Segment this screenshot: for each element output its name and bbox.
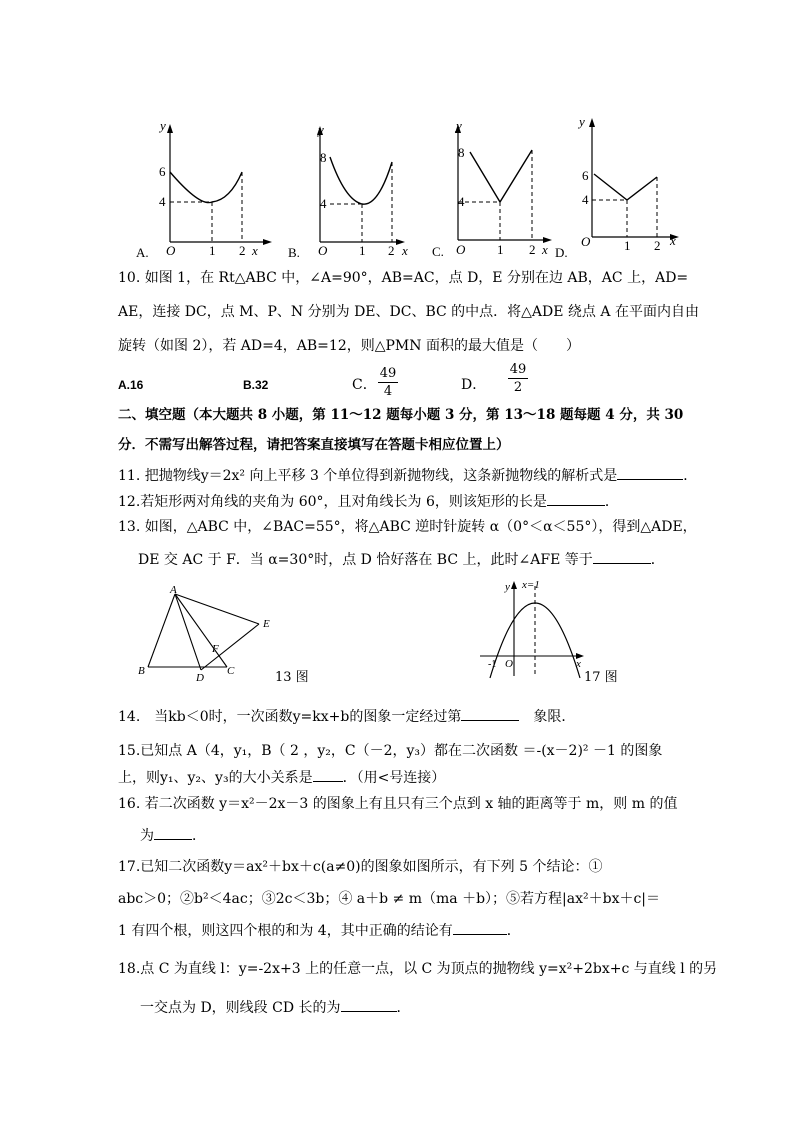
q16-line1: 16. 若二次函数 y＝x²－2x－3 的图象上有且只有三个点到 x 轴的距离等于 m，则 m 的值 [118,796,678,812]
q16-end: ． [192,828,206,844]
graph-a-x-label: x [252,243,258,258]
fig17-origin: O [505,658,513,670]
graph-c-xtick-1: 1 [497,242,504,257]
graph-b [288,122,408,260]
q10-option-b: B.32 [243,378,269,392]
graph-a-xtick-1: 1 [209,243,216,258]
q15-answer-blank[interactable] [313,767,343,782]
q12-end: ． [604,494,619,510]
q10-option-c-den: 4 [383,384,393,399]
q12 [118,491,619,511]
graph-c-y-label: y [456,118,462,133]
fig13-label-b: B [138,665,145,677]
q10-option-c-label: C． [352,377,377,393]
q10-option-c-fraction [378,366,398,399]
fig17-x-label: x [576,658,581,670]
graph-d-ytick-bottom: 4 [582,192,589,207]
q11-text: 11. 把抛物线y＝2x² 向上平移 3 个单位得到新抛物线，这条新抛物线的解析式是 [118,468,618,484]
graph-c-ytick-bottom: 4 [458,194,465,209]
graph-a-letter: A. [136,245,149,260]
graph-b-letter: B. [288,245,300,260]
q13-end: ． [650,552,665,568]
q10-option-d-den: 2 [513,380,523,395]
q18-end: ． [396,1000,411,1016]
graph-d-ytick-top: 6 [582,168,589,183]
graph-c-ytick-top: 8 [458,145,465,160]
q10-line1: 10. 如图 1，在 Rt△ABC 中，∠A=90°，AB=AC，点 D，E 分别在边 AB，AC 上，AD= [118,270,689,286]
q13-line2-text: DE 交 AC 于 F．当 α=30°时，点 D 恰好落在 BC 上，此时∠AFE 等于 [138,552,593,568]
fig17-neg1: -1 [488,659,497,670]
q11-answer-blank[interactable] [617,465,683,480]
q10-option-a: A.16 [118,378,144,392]
graph-c-xtick-2: 2 [529,242,536,257]
fig13-label-f: F [212,643,219,655]
graph-d-xtick-2: 2 [654,238,661,253]
graph-d-y-label: y [579,114,585,129]
q15-line2 [118,767,445,787]
q12-text: 12.若矩形两对角线的夹角为 60°，且对角线长为 6，则该矩形的长是 [118,494,547,510]
graph-b-xtick-1: 1 [359,243,366,258]
q14-text: 14. 当kb＜0时，一次函数y=kx+b的图象一定经过第 [118,709,462,725]
graph-c-x-label: x [542,242,548,257]
q16-line2 [140,825,206,845]
q17-line2: abc＞0；②b²＜4ac；③2c＜3b；④ a＋b ≠ m（ma ＋b）；⑤若方程|ax²＋bx＋c|＝ [118,891,661,907]
q10-line3: 旋转（如图 2），若 AD=4，AB=12，则△PMN 面积的最大值是（ ） [118,338,580,354]
q10-option-c-num: 49 [379,366,397,381]
q10-option-d-fraction [508,362,528,395]
q16-line2-text: 为 [140,828,154,844]
graph-d-origin: O [581,234,591,249]
q15-line2-end: ．（用<号连接） [342,770,446,786]
q13-answer-blank[interactable] [593,549,651,564]
q17-line3 [118,920,521,940]
q14 [118,706,575,726]
graph-d [555,114,679,260]
graph-d-xtick-1: 1 [624,238,631,253]
q14-tail: 象限． [519,709,576,725]
q18-line2 [140,997,411,1017]
q18-line2-text: 一交点为 D，则线段 CD 长的为 [140,1000,341,1016]
graph-b-ytick-top: 8 [320,150,327,165]
graph-c-origin: O [456,242,466,257]
fig13-label-e: E [263,618,270,630]
q13-line1: 13. 如图，△ABC 中，∠BAC=55°，将△ABC 逆时针旋转 α（0°＜α＜55°），得到△ADE， [118,519,697,535]
fig13-label-d: D [196,672,204,684]
graph-a-ytick-top: 6 [159,164,166,179]
q16-answer-blank[interactable] [154,825,192,840]
q17-line3-text: 1 有四个根，则这四个根的和为 4，其中正确的结论有 [118,923,453,939]
q10-option-d-num: 49 [509,362,527,377]
q10-option-d-label: D． [461,377,487,393]
graph-b-ytick-bottom: 4 [320,196,327,211]
q11-end: ． [683,468,698,484]
fig13-caption: 13 图 [275,670,309,685]
q12-answer-blank[interactable] [547,491,605,506]
q18-answer-blank[interactable] [341,997,397,1012]
q17-answer-blank[interactable] [453,920,507,935]
q18-line1: 18.点 C 为直线 l：y=-2x+3 上的任意一点，以 C 为顶点的抛物线 y=x²+2bx+c 与直线 l 的另 [118,961,718,977]
graph-b-y-label: y [318,122,324,137]
graph-c [432,118,552,259]
q13-line2 [138,549,665,569]
q11 [118,465,697,485]
fig17-axis-label: x=1 [522,579,540,591]
graph-b-origin: O [318,243,328,258]
q15-line1: 15.已知点 A（4，y₁，B（ 2 ，y₂，C（－2，y₃）都在二次函数 ＝-(x－2)² －1 的图象 [118,743,663,759]
q17-line1: 17.已知二次函数y＝ax²＋bx＋c(a≠0)的图象如图所示，有下列 5 个结论：① [118,859,603,875]
graph-a-xtick-2: 2 [239,243,246,258]
fig17-caption: 17 图 [584,670,618,685]
q10-line2: AE，连接 DC，点 M、P、N 分别为 DE、DC、BC 的中点．将△ADE 绕点 A 在平面内自由 [118,304,699,320]
fig17-y-label: y [505,581,510,593]
fig13-label-c: C [227,665,235,677]
graph-b-x-label: x [402,243,408,258]
graph-d-letter: D. [555,245,568,260]
graph-a [136,118,272,260]
section2-heading-line1: 二、填空题（本大题共 8 小题，第 11～12 题每小题 3 分，第 13～18 题每题 4 分，共 30 [118,407,684,423]
graph-a-ytick-bottom: 4 [159,194,166,209]
fig13-label-a: A [170,584,177,596]
q15-line2-text: 上，则y₁、y₂、y₃的大小关系是 [118,770,313,786]
graph-a-y-label: y [160,118,166,133]
graph-a-origin: O [166,243,176,258]
graph-d-x-label: x [670,233,676,248]
q14-answer-blank[interactable] [461,706,519,721]
figure-17 [478,578,593,683]
graph-c-letter: C. [432,244,444,259]
section2-heading-line2: 分．不需写出解答过程，请把答案直接填写在答题卡相应位置上） [118,437,510,453]
q17-end: ． [506,923,521,939]
option-graphs [130,112,690,260]
graph-b-xtick-2: 2 [388,243,395,258]
